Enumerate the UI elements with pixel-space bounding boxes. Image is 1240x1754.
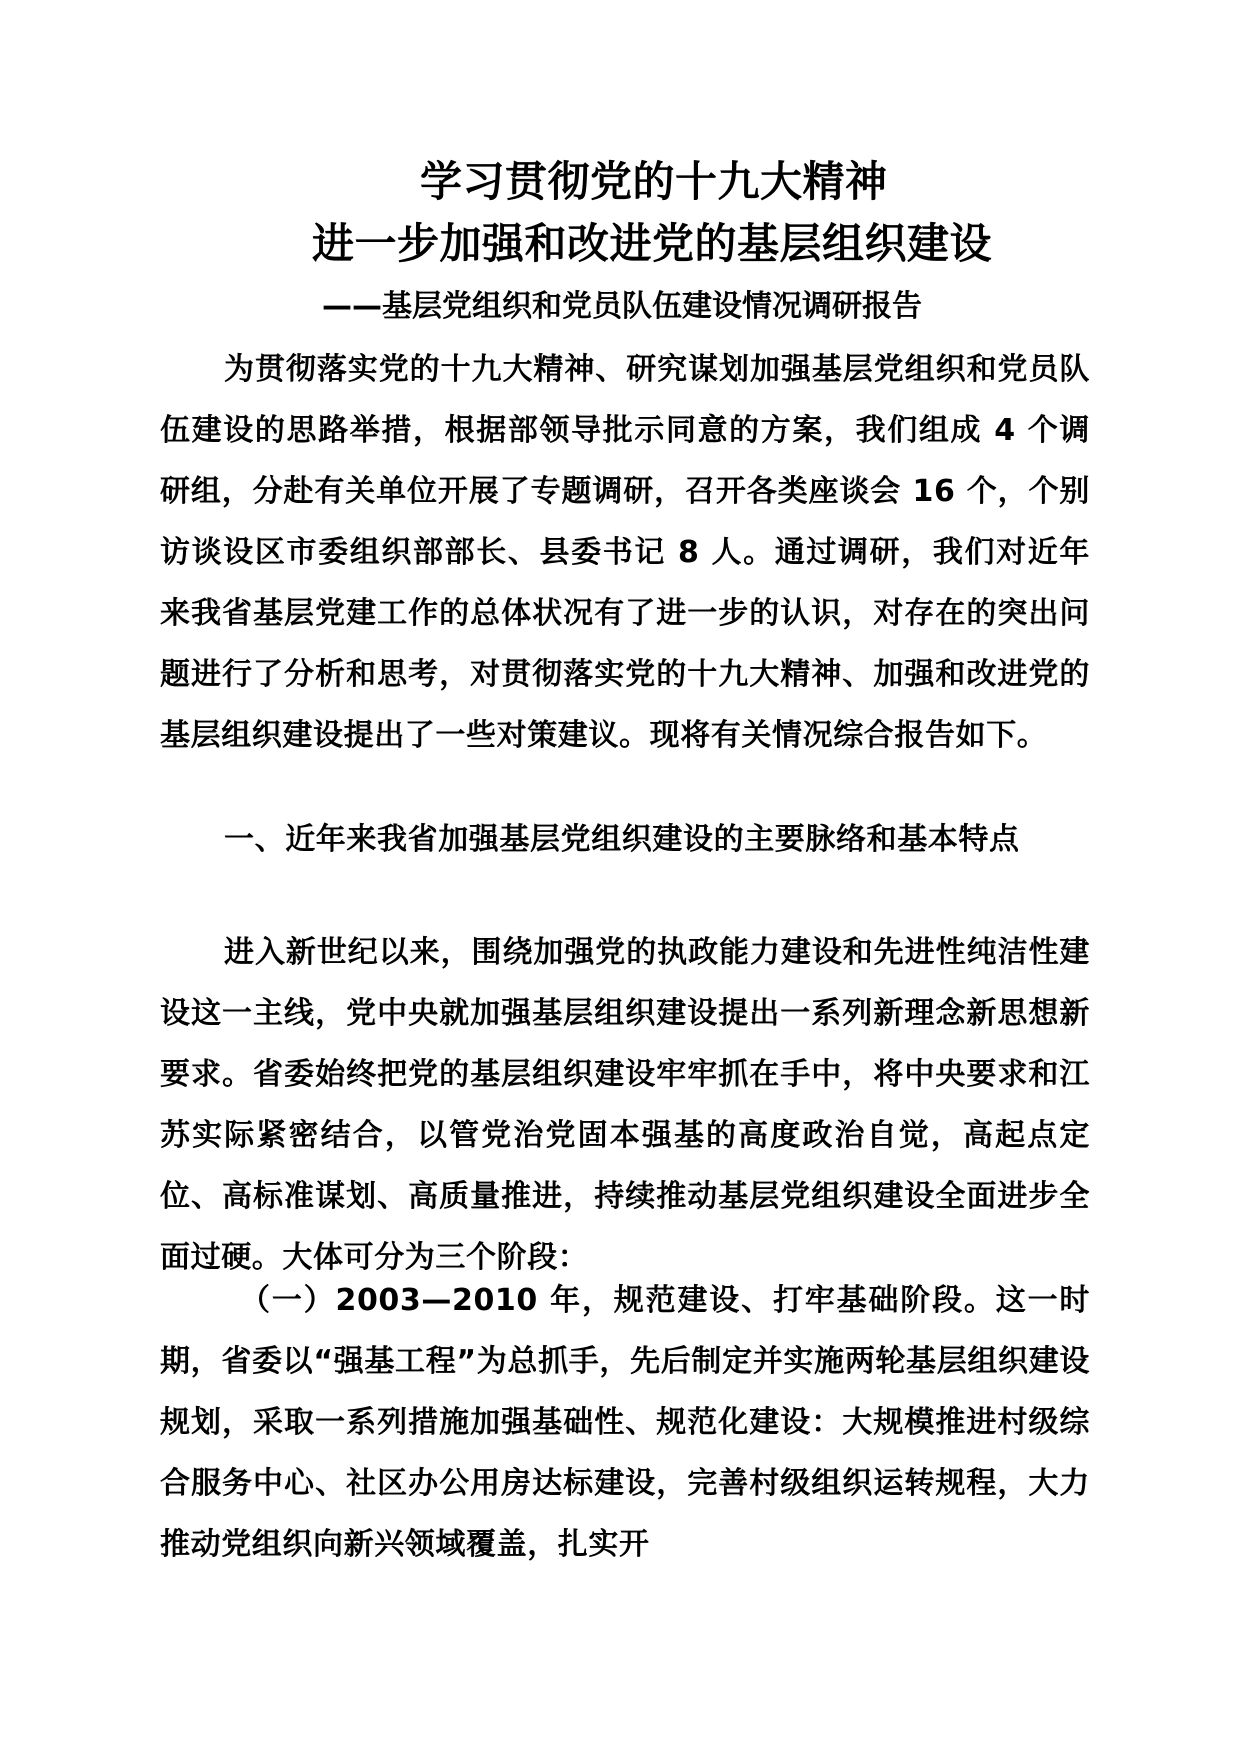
section-heading-1: 一、近年来我省加强基层党组织建设的主要脉络和基本特点 xyxy=(224,822,1020,857)
document-subtitle: ——基层党组织和党员队伍建设情况调研报告 xyxy=(322,289,922,324)
intro-paragraph: 为贯彻落实党的十九大精神、研究谋划加强基层党组织和党员队伍建设的思路举措，根据部领导批示同意的方案，我们组成 4 个调研组，分赴有关单位开展了专题调研，召开各类座谈会 16 个，个别访谈设区市委组织部部长、县委书记 8 人。通过调研，我们对近年来我省基层党建工作的总体状况有了进一步的认识，对存在的突出问题进行了分析和思考，对贯彻落实党的十九大精神、加强和改进党的基层组织建设提出了一些对策建议。现将有关情况综合报告如下。 xyxy=(160,352,1090,753)
section-1-paragraph: 进入新世纪以来，围绕加强党的执政能力建设和先进性纯洁性建设这一主线，党中央就加强基层组织建设提出一系列新理念新思想新要求。省委始终把党的基层组织建设牢牢抓在手中，将中央要求和江苏实际紧密结合，以管党治党固本强基的高度政治自觉，高起点定位、高标准谋划、高质量推进，持续推动基层党组织建设全面进步全面过硬。大体可分为三个阶段： xyxy=(160,935,1090,1275)
document-title-line-2: 进一步加强和改进党的基层组织建设 xyxy=(312,219,993,268)
document-title-line-1: 学习贯彻党的十九大精神 xyxy=(420,157,888,206)
subsection-1-paragraph: （一）2003—2010 年，规范建设、打牢基础阶段。这一时期，省委以“强基工程”为总抓手，先后制定并实施两轮基层组织建设规划，采取一系列措施加强基础性、规范化建设：大规模推进村级综合服务中心、社区办公用房达标建设，完善村级组织运转规程，大力推动党组织向新兴领域覆盖，扎实开 xyxy=(160,1283,1090,1562)
